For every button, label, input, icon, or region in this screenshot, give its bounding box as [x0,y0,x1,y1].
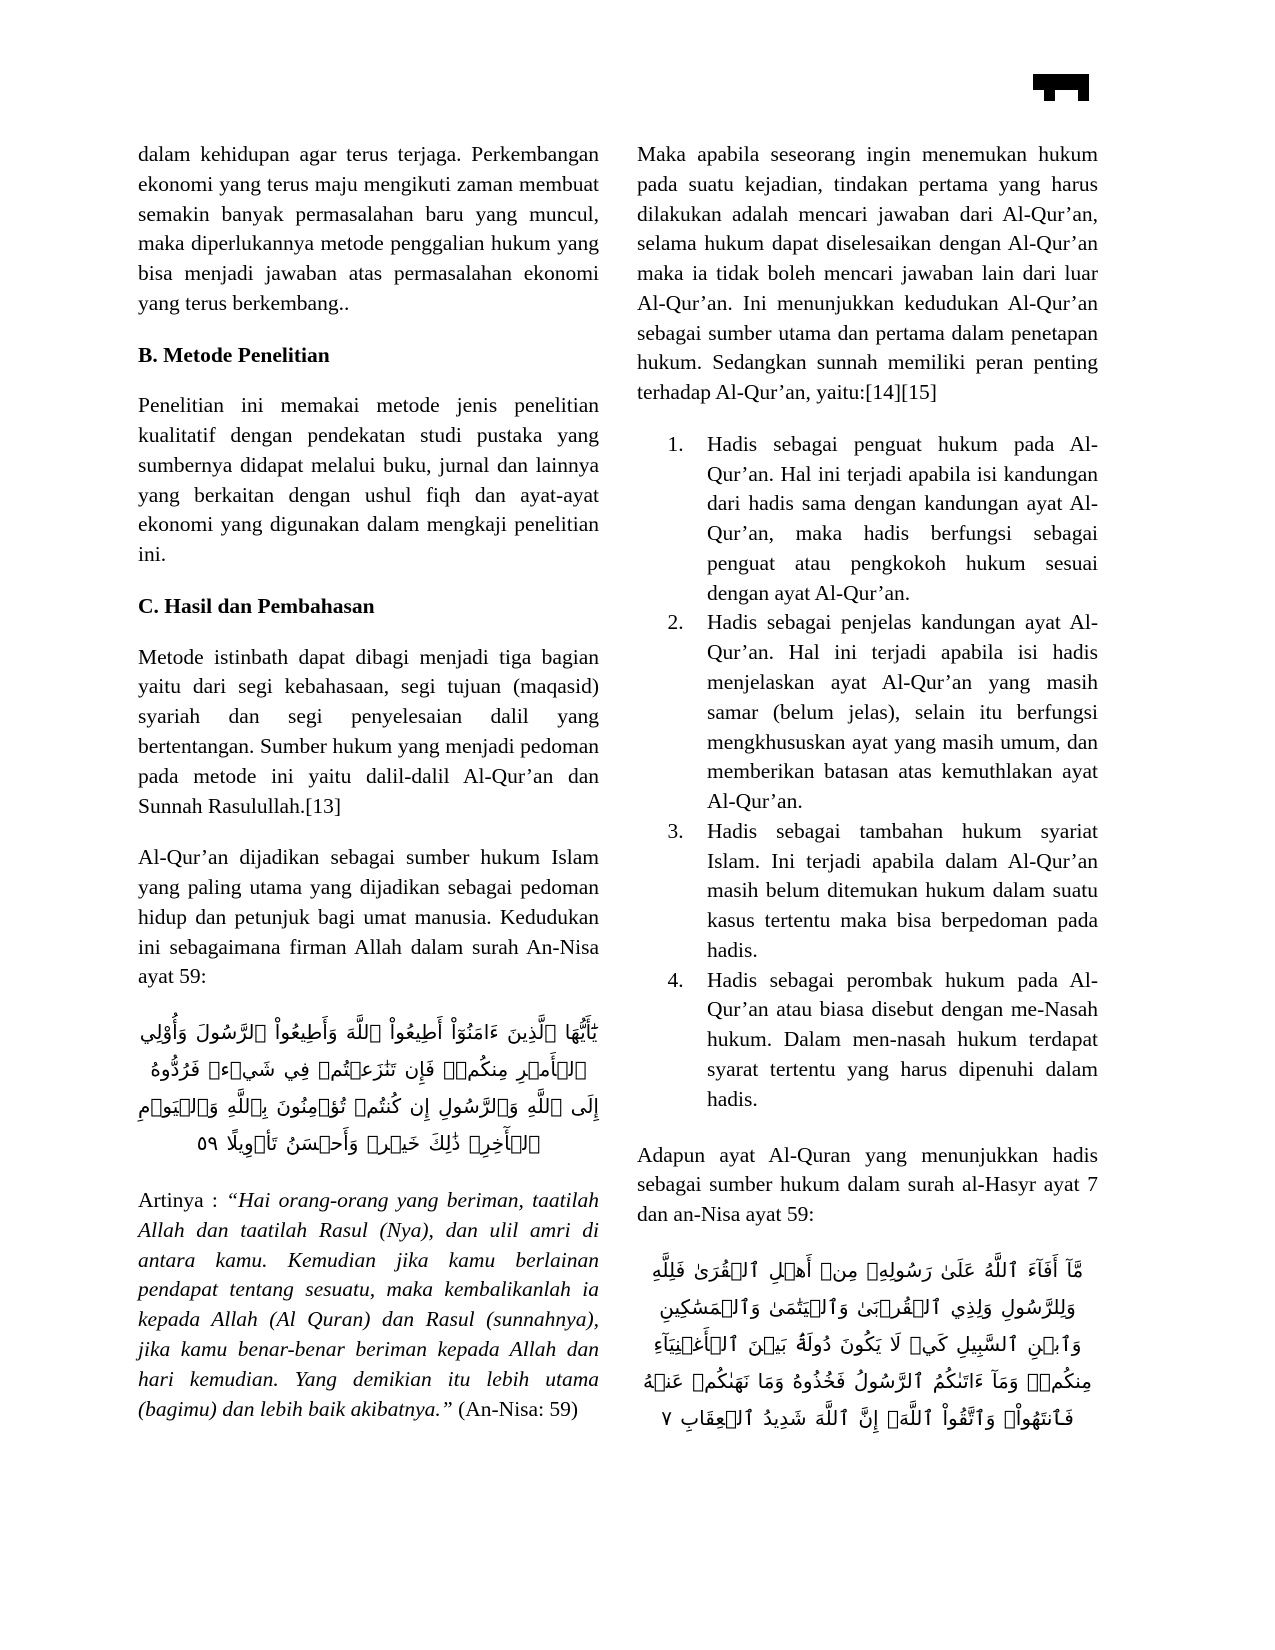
list-item: 2. Hadis sebagai penjelas kandungan ayat Al-Qur’an. Hal ini terjadi apabila isi hadis menjelaskan ayat Al-Qur’an yang masih samar (belum jelas), selain itu berfungsi mengkhususkan ayat yang masih umum, dan memberikan batasan atas kemuthlakan ayat Al-Qur’an. [689,608,1098,816]
section-heading-b: B. Metode Penelitian [138,342,330,367]
left-paragraph-3: Metode istinbath dapat dibagi menjadi tiga bagian yaitu dari segi kebahasaan, segi tujuan (maqasid) syariah dan segi penyelesaian dalil yang bertentangan. Sumber hukum yang menjadi pedoman pada metode ini yaitu dalil-dalil Al-Qur’an dan Sunnah Rasulullah.[13] [138,644,599,818]
left-paragraph-2: Penelitian ini memakai metode jenis penelitian kualitatif dengan pendekatan studi pustaka yang sumbernya didapat melalui buku, jurnal dan lainnya yang berkaitan dengan ushul fiqh dan ayat-ayat ekonomi yang digunakan dalam mengkaji penelitian ini. [138,393,599,567]
arabic-verse-an-nisa-59: يَٰٓأَيُّهَا ٱلَّذِينَ ءَامَنُوٓاْ أَطِيعُواْ ٱللَّهَ وَأَطِيعُواْ ٱلرَّسُولَ وَأُوْلِي ٱلۡأَمۡرِ مِنكُمۡۖ فَإِن تَنَٰزَعۡتُمۡ فِي شَيۡءٖ فَرُدُّوهُ إِلَى ٱللَّهِ وَٱلرَّسُولِ إِن كُنتُمۡ تُؤۡمِنُونَ بِٱللَّهِ وَٱلۡيَوۡمِ ٱلۡأٓخِرِۚ ذَٰلِكَ خَيۡرٞ وَأَحۡسَنُ تَأۡوِيلًا ٥٩ [137,1020,599,1156]
translation-paragraph [138,1186,599,1424]
translation-quote-text: “Hai orang-orang yang beriman, taatilah Allah dan taatilah Rasul (Nya), dan ulil amri di antara kamu. Kemudian jika kamu berlainan pendapat tentang sesuatu, maka kembalikanlah ia kepada Allah (Al Quran) dan Rasul (sunnahnya), jika kamu benar-benar beriman kepada Allah dan hari kemudian. Yang demikian itu lebih utama (bagimu) dan lebih baik akibatnya.” [138,1188,599,1421]
left-paragraph-4: Al-Qur’an dijadikan sebagai sumber hukum Islam yang paling utama yang dijadikan sebagai pedoman hidup dan petunjuk bagi umat manusia. Kedudukan ini sebagaimana firman Allah dalam surah An-Nisa ayat 59: [138,845,599,989]
translation-citation: (An-Nisa: 59) [452,1396,579,1421]
hadis-function-list [637,430,1098,1115]
left-column [138,140,599,1461]
right-paragraph-1: Maka apabila seseorang ingin menemukan hukum pada suatu kejadian, tindakan pertama yang harus dilakukan adalah mencari jawaban dari Al-Qur’an, selama hukum dapat diselesaikan dengan Al-Qur’an maka ia tidak boleh mencari jawaban lain dari luar Al-Qur’an. Ini menunjukkan kedudukan Al-Qur’an sebagai sumber utama dan pertama dalam penetapan hukum. Sedangkan sunnah memiliki peran penting terhadap Al-Qur’an, yaitu:[14][15] [637,142,1098,405]
list-item: 4. Hadis sebagai perombak hukum pada Al-Qur’an atau biasa disebut dengan me-Nasah hukum. Dalam men-nasah hukum terdapat syarat tertentu yang harus dipenuhi dalam hadis. [689,966,1098,1115]
right-paragraph-2: Adapun ayat Al-Quran yang menunjukkan hadis sebagai sumber hukum dalam surah al-Hasyr ayat 7 dan an-Nisa ayat 59: [637,1142,1098,1227]
left-paragraph-1: dalam kehidupan agar terus terjaga. Perkembangan ekonomi yang terus maju mengikuti zaman membuat semakin banyak permasalahan baru yang muncul, maka diperlukannya metode penggalian hukum yang bisa menjadi jawaban atas permasalahan ekonomi yang terus berkembang.. [138,142,599,315]
arabic-verse-al-hasyr-7: مَّآ أَفَآءَ ٱللَّهُ عَلَىٰ رَسُولِهِۦ مِنۡ أَهۡلِ ٱلۡقُرَىٰ فَلِلَّهِ وَلِلرَّسُولِ وَلِذِي ٱلۡقُرۡبَىٰ وَٱلۡيَتَٰمَىٰ وَٱلۡمَسَٰكِينِ وَٱبۡنِ ٱلسَّبِيلِ كَيۡ لَا يَكُونَ دُولَةَۢ بَيۡنَ ٱلۡأَغۡنِيَآءِ مِنكُمۡۚ وَمَآ ءَاتَىٰكُمُ ٱلرَّسُولُ فَخُذُوهُ وَمَا نَهَىٰكُمۡ عَنۡهُ فَٱنتَهُواْۚ وَٱتَّقُواْ ٱللَّهَۖ إِنَّ ٱللَّهَ شَدِيدُ ٱلۡعِقَابِ ٧ [643,1257,1092,1430]
two-column-body [138,140,1098,1461]
right-column [637,140,1098,1461]
redaction-mark-icon [1033,74,1089,90]
list-item: 3. Hadis sebagai tambahan hukum syariat Islam. Ini terjadi apabila dalam Al-Qur’an masih belum ditemukan hukum dalam suatu kasus tertentu maka bisa berpedoman pada hadis. [689,817,1098,966]
section-heading-c: C. Hasil dan Pembahasan [138,593,375,618]
list-item: 1. Hadis sebagai penguat hukum pada Al-Qur’an. Hal ini terjadi apabila isi kandungan dari hadis sama dengan kandungan ayat Al-Qur’an, maka hadis berfungsi sebagai penguat atau pengkokoh hukum sesuai dengan ayat Al-Qur’an. [689,430,1098,609]
translation-label: Artinya : [138,1188,227,1213]
